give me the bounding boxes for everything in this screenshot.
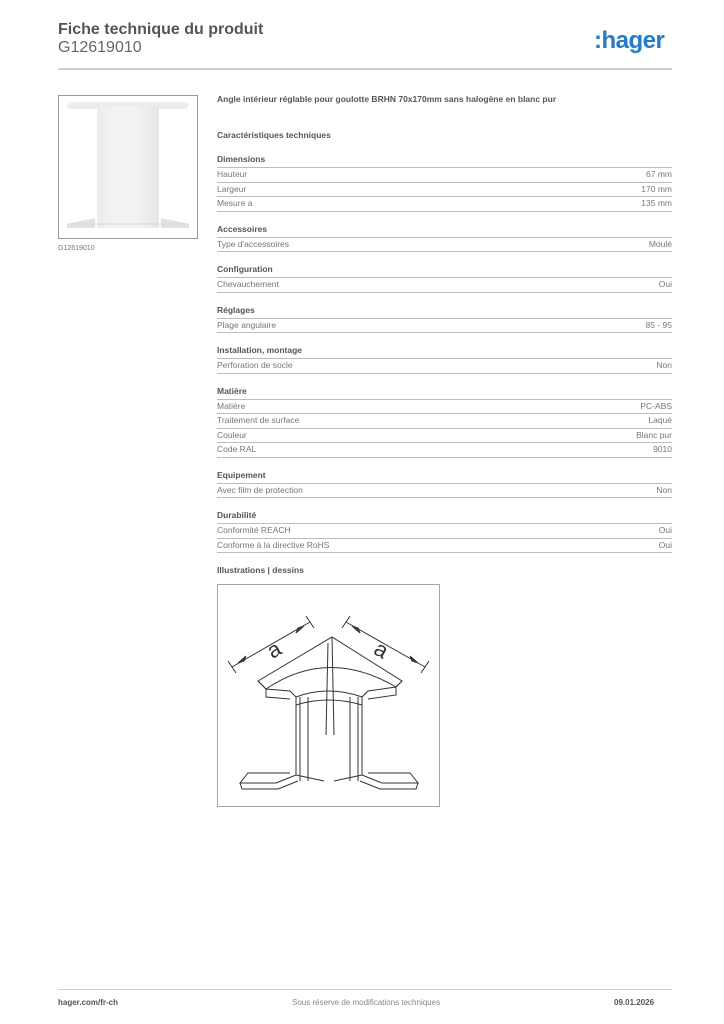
spec-value: Oui — [658, 525, 672, 535]
product-description: Angle intérieur réglable pour goulotte BRHN 70x170mm sans halogène en blanc pur — [217, 94, 557, 104]
product-photo-caption: G12619010 — [58, 245, 95, 252]
spec-group-title: Dimensions — [217, 154, 672, 168]
spec-group-title: Installation, montage — [217, 345, 672, 359]
spec-row — [217, 197, 672, 212]
illustrations-heading: Illustrations | dessins — [217, 565, 304, 575]
spec-row — [217, 443, 672, 458]
spec-row — [217, 414, 672, 429]
spec-label: Chevauchement — [217, 279, 279, 289]
hager-logo: :hager — [594, 27, 665, 54]
spec-label: Largeur — [217, 183, 247, 194]
technical-drawing — [217, 584, 440, 807]
spec-group-durabilite — [217, 510, 672, 553]
spec-label: Couleur — [217, 429, 247, 440]
spec-group-title: Equipement — [217, 470, 672, 484]
spec-group-title: Réglages — [217, 305, 672, 319]
spec-label: Code RAL — [217, 444, 257, 454]
spec-label: Conforme à la directive RoHS — [217, 539, 330, 550]
spec-label: Avec film de protection — [217, 484, 303, 495]
footer-disclaimer: Sous réserve de modifications techniques — [292, 998, 441, 1007]
spec-value: Non — [656, 484, 672, 495]
spec-label: Traitement de surface — [217, 415, 300, 425]
spec-group-title: Configuration — [217, 264, 672, 278]
spec-row — [217, 319, 672, 334]
spec-group-accessoires — [217, 224, 672, 253]
spec-value: Moulé — [648, 238, 672, 249]
footer-date: 09.01.2026 — [614, 998, 655, 1007]
spec-row — [217, 278, 672, 293]
spec-label: Type d'accessoires — [217, 238, 290, 249]
dimension-label-a-right: a — [369, 635, 393, 664]
spec-label: Hauteur — [217, 169, 248, 179]
spec-value: 85 - 95 — [645, 319, 672, 330]
spec-value: 67 mm — [646, 169, 672, 179]
product-code: G12619010 — [58, 39, 142, 56]
spec-row — [217, 183, 672, 198]
spec-group-title: Accessoires — [217, 224, 672, 238]
spec-row — [217, 238, 672, 253]
spec-row — [217, 429, 672, 444]
footer-divider — [58, 989, 672, 990]
spec-group-title: Durabilité — [217, 510, 672, 524]
footer-website-link[interactable]: hager.com/fr-ch — [58, 998, 119, 1007]
spec-label: Mesure a — [217, 198, 253, 208]
spec-label: Conformité REACH — [217, 525, 291, 535]
spec-value: 9010 — [653, 444, 672, 454]
spec-group-matiere — [217, 386, 672, 458]
spec-value: Blanc pur — [636, 429, 672, 440]
spec-group-installation — [217, 345, 672, 374]
spec-value: 135 mm — [641, 198, 672, 208]
spec-row — [217, 524, 672, 539]
spec-row — [217, 359, 672, 374]
header-divider — [58, 68, 672, 70]
spec-row — [217, 168, 672, 183]
document-title: Fiche technique du produit — [58, 21, 264, 38]
spec-value: Oui — [658, 279, 672, 289]
spec-group-dimensions — [217, 154, 672, 212]
spec-group-reglages — [217, 305, 672, 334]
spec-group-equipement — [217, 470, 672, 499]
specs-heading: Caractéristiques techniques — [217, 130, 331, 140]
spec-row — [217, 539, 672, 554]
dimension-label-a-left: a — [262, 635, 286, 664]
product-details — [217, 94, 672, 553]
spec-value: Laqué — [648, 415, 672, 425]
spec-label: Perforation de socle — [217, 360, 293, 370]
spec-value: Non — [656, 360, 672, 370]
spec-value: 170 mm — [641, 183, 672, 194]
spec-row — [217, 484, 672, 499]
spec-group-title: Matière — [217, 386, 672, 400]
spec-value: PC-ABS — [640, 400, 672, 411]
spec-label: Plage angulaire — [217, 319, 277, 330]
spec-label: Matière — [217, 400, 246, 411]
product-photo — [58, 95, 198, 239]
spec-value: Oui — [658, 539, 672, 550]
spec-group-configuration — [217, 264, 672, 293]
spec-row — [217, 400, 672, 415]
